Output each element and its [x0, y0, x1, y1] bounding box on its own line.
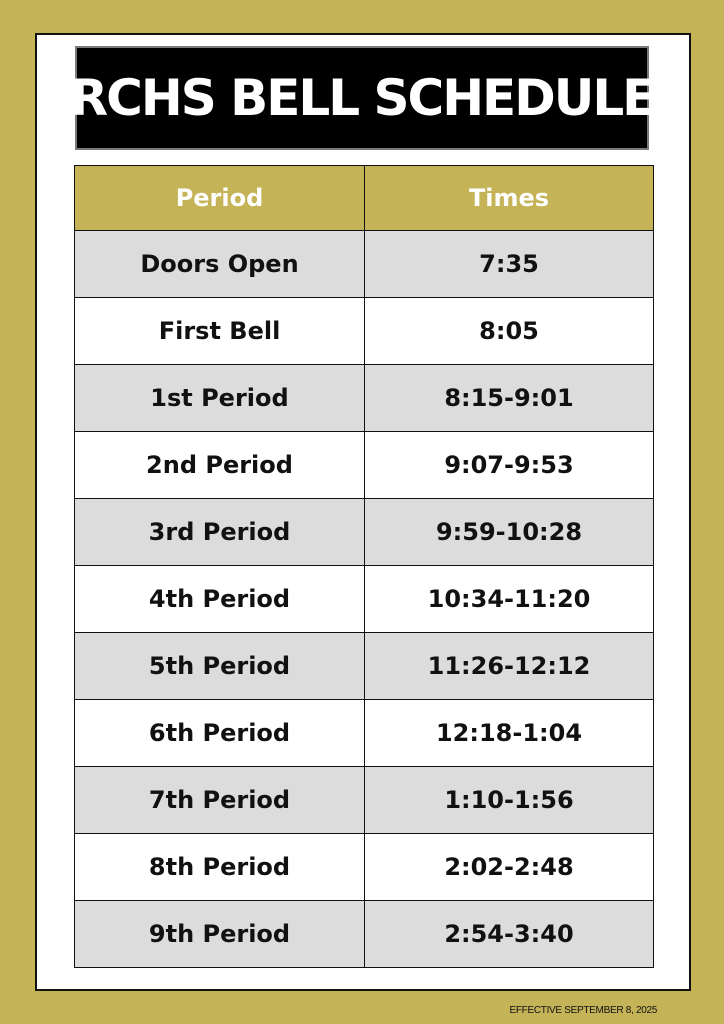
- period-cell: 3rd Period: [75, 499, 365, 566]
- time-cell: 8:05: [365, 298, 654, 365]
- time-cell: 9:59-10:28: [365, 499, 654, 566]
- time-cell: 2:02-2:48: [365, 834, 654, 901]
- period-cell: First Bell: [75, 298, 365, 365]
- period-cell: 1st Period: [75, 365, 365, 432]
- table-row: [75, 231, 654, 298]
- period-cell: 5th Period: [75, 633, 365, 700]
- period-cell: 6th Period: [75, 700, 365, 767]
- time-cell: 8:15-9:01: [365, 365, 654, 432]
- bell-schedule-table: [74, 165, 654, 968]
- table-header-row: [75, 166, 654, 231]
- period-cell: 8th Period: [75, 834, 365, 901]
- period-cell: 2nd Period: [75, 432, 365, 499]
- table-row: [75, 499, 654, 566]
- table-row: [75, 566, 654, 633]
- time-cell: 9:07-9:53: [365, 432, 654, 499]
- period-cell: 9th Period: [75, 901, 365, 968]
- page-title: RCHS BELL SCHEDULE: [69, 69, 655, 127]
- period-cell: 7th Period: [75, 767, 365, 834]
- time-cell: 12:18-1:04: [365, 700, 654, 767]
- time-cell: 2:54-3:40: [365, 901, 654, 968]
- effective-date-note: EFFECTIVE SEPTEMBER 8, 2025: [509, 1005, 657, 1016]
- title-bar: [69, 46, 655, 150]
- time-cell: 1:10-1:56: [365, 767, 654, 834]
- header-period: Period: [75, 166, 365, 231]
- period-cell: 4th Period: [75, 566, 365, 633]
- period-cell: Doors Open: [75, 231, 365, 298]
- table-row: [75, 767, 654, 834]
- table-row: [75, 298, 654, 365]
- table-row: [75, 633, 654, 700]
- header-times: Times: [365, 166, 654, 231]
- table-row: [75, 901, 654, 968]
- table-row: [75, 432, 654, 499]
- time-cell: 10:34-11:20: [365, 566, 654, 633]
- table-row: [75, 365, 654, 432]
- table-row: [75, 700, 654, 767]
- time-cell: 7:35: [365, 231, 654, 298]
- table-row: [75, 834, 654, 901]
- schedule-panel: [35, 33, 691, 991]
- time-cell: 11:26-12:12: [365, 633, 654, 700]
